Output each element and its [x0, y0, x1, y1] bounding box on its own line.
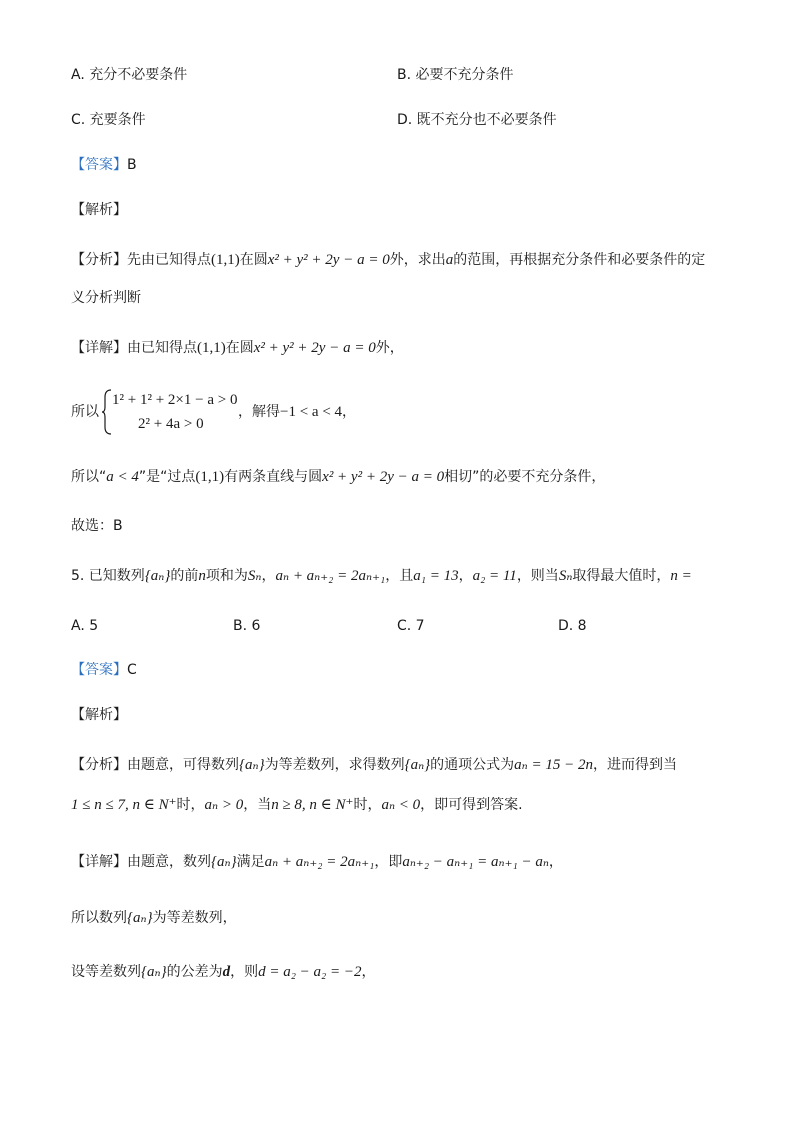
detail-line-2: [71, 908, 237, 928]
text: 由题意，数列: [127, 854, 211, 870]
math-formula: aₙ = 15 − 2n: [514, 757, 593, 773]
text: 有两条直线与圆: [224, 469, 323, 485]
text: ，则: [230, 964, 259, 980]
analysis-tag: 【解析】: [71, 707, 127, 723]
answer-tag: 【答案】: [71, 157, 127, 173]
math-rel: aₙ + aₙ₊₂ = 2aₙ₊₁: [275, 568, 386, 584]
text: 5. 已知数列: [71, 568, 145, 584]
text: 的公差为: [166, 964, 223, 980]
answer-line: [71, 660, 137, 680]
math-positive: aₙ > 0: [204, 797, 244, 813]
choose-line: 故选：B: [71, 518, 123, 534]
text: ，则当: [516, 568, 559, 584]
option-b: B. 6: [233, 618, 261, 634]
text: ，进而得到当: [592, 757, 677, 773]
text: 取得最大值时，: [572, 568, 671, 584]
sys-lead: 所以: [71, 404, 99, 420]
math-seq: {aₙ}: [144, 568, 171, 584]
text: ，: [548, 854, 563, 870]
math-rel: aₙ + aₙ₊₂ = 2aₙ₊₁: [264, 854, 375, 870]
sys-solution: [238, 402, 356, 422]
math-seq: {aₙ}: [404, 757, 431, 773]
math-circle: x² + y² + 2y − a = 0: [253, 340, 376, 356]
math-range: −1 < a < 4: [280, 404, 343, 420]
answer-value: B: [127, 157, 137, 173]
text: 时，: [353, 797, 382, 813]
text: 的通项公式为: [430, 757, 515, 773]
text: 外，求出: [389, 252, 446, 268]
fenxi-line-1: [71, 250, 705, 270]
detail-line-1: [71, 852, 563, 872]
fenxi-line-2: 义分析判断: [71, 290, 141, 306]
text: 所以“: [71, 469, 107, 485]
text: 的范围，再根据充分条件和必要条件的定: [453, 252, 706, 268]
math-formula: d = a₂ − a₂ = −2: [258, 964, 362, 980]
option-d: D. 既不充分也不必要条件: [397, 112, 557, 128]
text: ，: [342, 404, 357, 420]
option-c: C. 7: [397, 618, 425, 634]
text: ，且: [385, 568, 414, 584]
sys-row-1: 1² + 1² + 2×1 − a > 0: [112, 392, 238, 408]
answer-tag: 【答案】: [71, 662, 127, 678]
sys-row-2: 2² + 4a > 0: [138, 416, 204, 432]
math-seq: {aₙ}: [141, 964, 167, 980]
fenxi-line-2: [71, 795, 523, 815]
math-seq: {aₙ}: [211, 854, 237, 870]
text: ，即可得到答案.: [420, 797, 523, 813]
math-a1: a₁ = 13: [413, 568, 459, 584]
math-range: n ≥ 8, n ∈ N⁺: [271, 797, 354, 813]
analysis-tag: 【解析】: [71, 202, 127, 218]
text: 在圆: [239, 252, 268, 268]
math-seq: {aₙ}: [239, 757, 265, 773]
math-a2: a₂ = 11: [472, 568, 517, 584]
text: ，解得: [238, 404, 280, 420]
option-a: A. 5: [71, 618, 99, 634]
math-rel: aₙ₊₂ − aₙ₊₁ = aₙ₊₁ − aₙ: [402, 854, 549, 870]
math-d: d: [222, 964, 231, 980]
text: 外，: [375, 340, 404, 356]
detail-line-1: [71, 338, 404, 358]
math-n-eq: n =: [670, 568, 692, 584]
math-cond: a < 4: [106, 469, 139, 485]
math-seq: {aₙ}: [127, 910, 153, 926]
conclusion-line: [71, 467, 605, 487]
math-point: (1,1): [195, 469, 225, 485]
text: ，: [261, 568, 276, 584]
option-a: A. 充分不必要条件: [71, 67, 188, 83]
math-sn: Sₙ: [247, 568, 262, 584]
math-point: (1,1): [197, 340, 226, 356]
option-c: C. 充要条件: [71, 112, 146, 128]
text: 的前: [170, 568, 199, 584]
detail-tag: 【详解】: [71, 854, 127, 870]
text: ”是“过点: [138, 469, 196, 485]
detail-line-3: [71, 962, 376, 982]
math-n: n: [198, 568, 206, 584]
option-d: D. 8: [558, 618, 587, 634]
text: 相切”的必要不充分条件，: [444, 469, 606, 485]
fenxi-tag: 【分析】: [71, 252, 127, 268]
detail-tag: 【详解】: [71, 340, 127, 356]
math-range: 1 ≤ n ≤ 7, n ∈ N⁺: [71, 797, 177, 813]
math-negative: aₙ < 0: [381, 797, 421, 813]
text: 由题意，可得数列: [127, 757, 239, 773]
math-point: (1,1): [211, 252, 240, 268]
text: 满足: [236, 854, 265, 870]
fenxi-tag: 【分析】: [71, 757, 127, 773]
text: ，: [361, 964, 376, 980]
math-sn: Sₙ: [558, 568, 573, 584]
text: 为等差数列，: [152, 910, 237, 926]
fenxi-line-1: [71, 755, 677, 775]
answer-line: [71, 155, 137, 175]
text: 所以数列: [71, 910, 127, 926]
q5-stem: [71, 566, 692, 586]
answer-value: C: [127, 662, 137, 678]
math-var: a: [445, 252, 454, 268]
text: ，: [458, 568, 473, 584]
option-b: B. 必要不充分条件: [397, 67, 514, 83]
text: 先由已知得点: [127, 252, 211, 268]
text: 为等差数列，求得数列: [264, 757, 405, 773]
text: ，即: [374, 854, 403, 870]
math-circle: x² + y² + 2y − a = 0: [322, 469, 445, 485]
text: 在圆: [225, 340, 254, 356]
text: 由已知得点: [127, 340, 197, 356]
math-circle: x² + y² + 2y − a = 0: [267, 252, 390, 268]
text: ，当: [243, 797, 272, 813]
text: 设等差数列: [71, 964, 141, 980]
text: 时，: [176, 797, 205, 813]
text: 项和为: [205, 568, 248, 584]
